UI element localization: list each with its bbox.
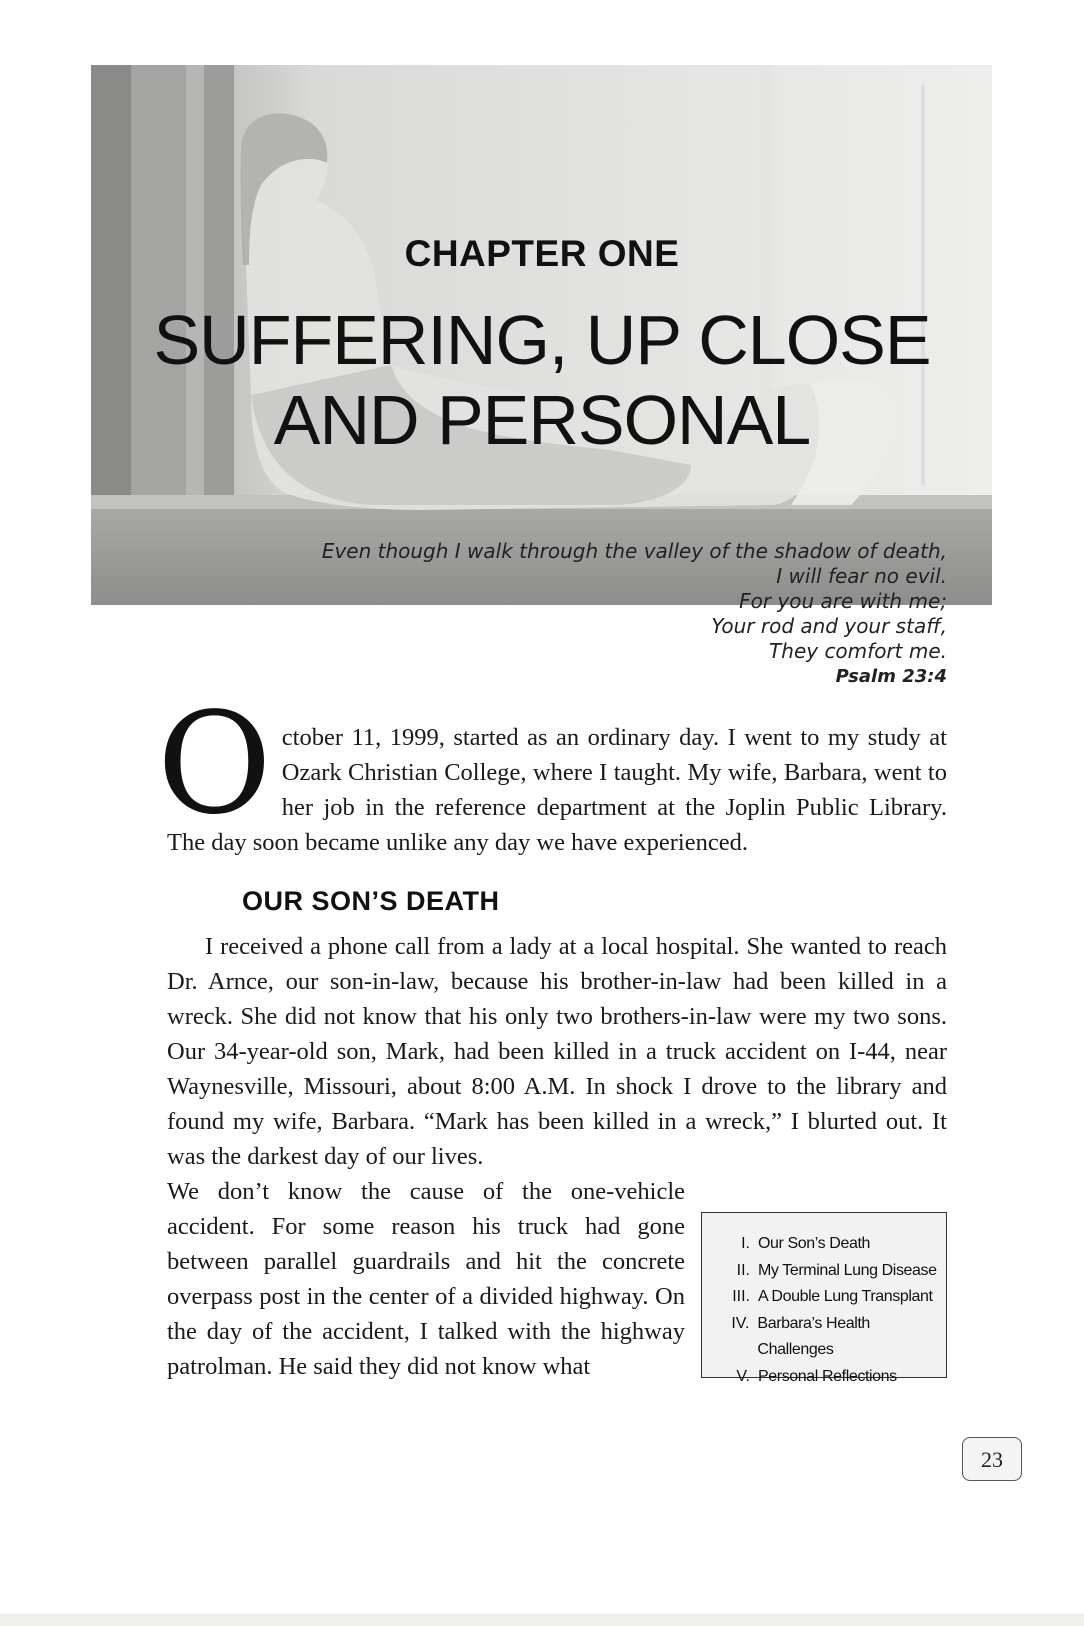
outline-text: A Double Lung Transplant: [758, 1288, 933, 1305]
epigraph-line: I will fear no evil.: [776, 564, 947, 588]
outline-number: III.: [732, 1288, 750, 1305]
outline-item: [722, 1258, 946, 1285]
body-paragraph: I received a phone call from a lady at a local hospital. She wanted to reach Dr. Arnce, our son-in-law, because his brother-in-law had been killed in a wreck. She did not know that his only two brothers-in-law were my two sons. Our 34-year-old son, Mark, had been killed in a truck accident on I-44, near Waynesville, Missouri, about 8:00 A.M. In shock I drove to the library and found my wife, Barbara. “Mark has been killed in a wreck,” I blurted out. It was the darkest day of our lives.: [167, 933, 947, 1170]
body-text: [157, 683, 947, 1385]
outline-item: [722, 1284, 946, 1311]
outline-text: Our Son’s Death: [758, 1235, 870, 1252]
epigraph-reference: Psalm 23:4: [835, 666, 947, 687]
chapter-label: CHAPTER ONE: [404, 233, 680, 274]
epigraph-line: They comfort me.: [769, 639, 947, 663]
body-paragraph-text: We don’t know the cause of the one-vehicle accident. For some reason his truck had gone between parallel guardrails and hit the concrete overpass post in the center of a divided highway. On the day of the accident, I talked with the highway patrolman. He said they did not know what: [167, 1178, 685, 1380]
outline-text: Barbara’s Health Challenges: [757, 1314, 870, 1358]
chapter-title: [0, 300, 1084, 460]
outline-number: V.: [736, 1367, 750, 1385]
chapter-title-line-1: SUFFERING, UP CLOSE: [153, 301, 931, 379]
outline-number: II.: [736, 1261, 750, 1279]
outline-item: [722, 1231, 946, 1258]
outline-text: My Terminal Lung Disease: [758, 1261, 937, 1279]
epigraph: [307, 539, 947, 689]
page-number: 23: [962, 1437, 1022, 1481]
outline-number: I.: [741, 1235, 750, 1252]
chapter-outline-box: [701, 1212, 947, 1385]
epigraph-line: Even though I walk through the valley of the shadow of death,: [321, 539, 947, 563]
opening-paragraph-text: ctober 11, 1999, started as an ordinary day. I went to my study at Ozark Christian College, where I taught. My wife, Barbara, went to her job in the reference department at the Joplin Public Library. The day soon became unlike any day we have experienced.: [167, 724, 947, 856]
epigraph-line: For you are with me;: [739, 589, 947, 613]
epigraph-line: Your rod and your staff,: [711, 614, 947, 638]
outline-text: Personal Reflections: [758, 1367, 897, 1385]
outline-item: [722, 1364, 946, 1391]
outline-item: [722, 1311, 946, 1364]
opening-paragraph: [157, 683, 947, 860]
outline-number: IV.: [731, 1314, 750, 1332]
drop-cap: O: [157, 683, 272, 846]
chapter-title-line-2: AND PERSONAL: [273, 381, 811, 459]
section-heading: OUR SON’S DEATH: [242, 886, 500, 916]
